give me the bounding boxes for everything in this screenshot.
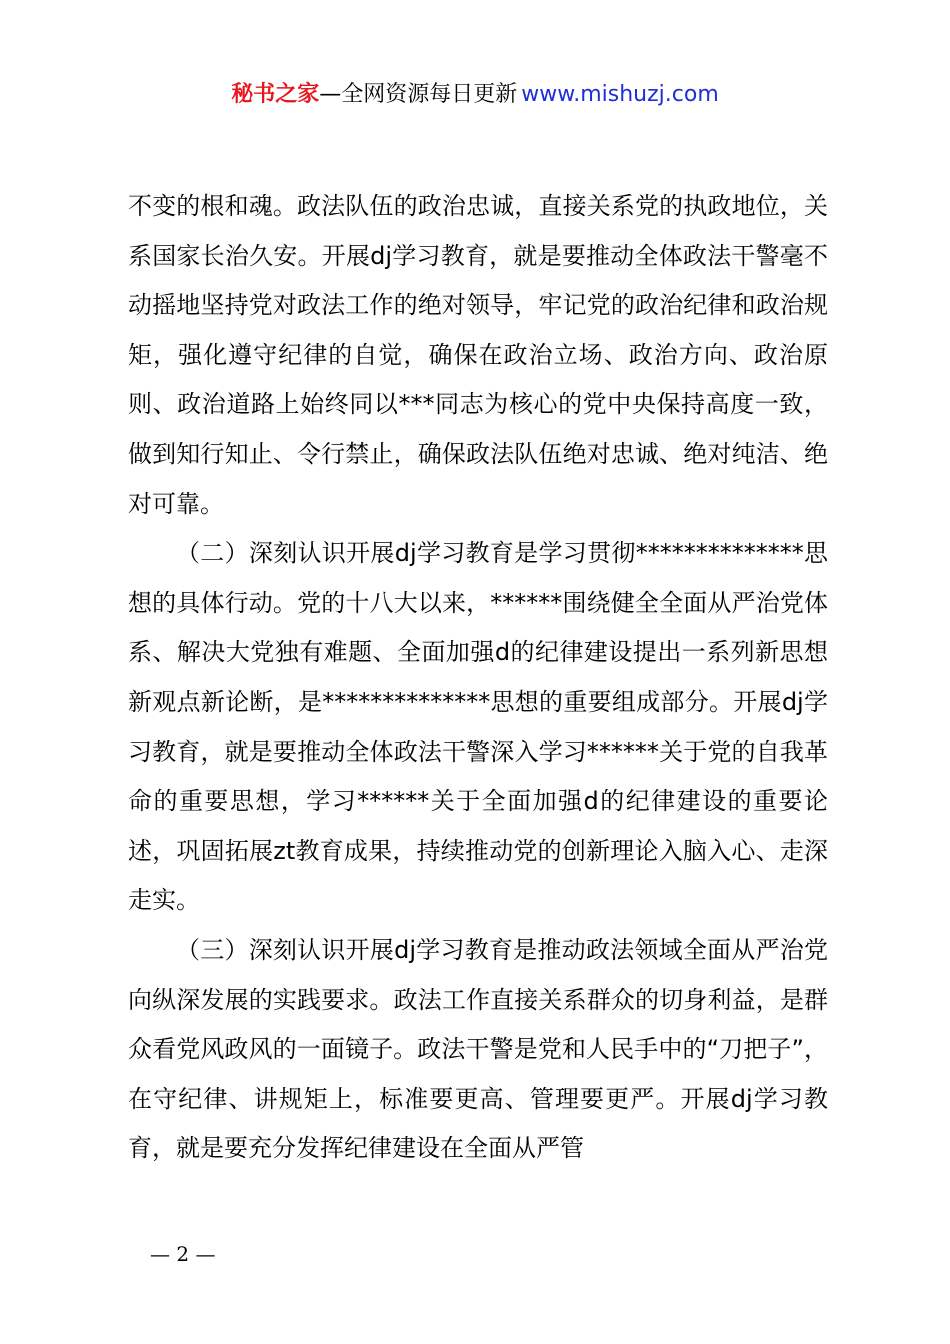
document-body	[128, 182, 828, 1174]
paragraph-continuation: 不变的根和魂。政法队伍的政治忠诚，直接关系党的执政地位，关系国家长治久安。开展dj学习教育，就是要推动全体政法干警毫不动摇地坚持党对政法工作的绝对领导，牢记党的政治纪律和政治规矩，强化遵守纪律的自觉，确保在政治立场、政治方向、政治原则、政治道路上始终同以***同志为核心的党中央保持高度一致，做到知行知止、令行禁止，确保政法队伍绝对忠诚、绝对纯洁、绝对可靠。	[128, 192, 828, 518]
brand-name: 秘书之家	[231, 82, 320, 107]
paragraph-section-three: （三）深刻认识开展dj学习教育是推动政法领域全面从严治党向纵深发展的实践要求。政法工作直接关系群众的切身利益，是群众看党风政风的一面镜子。政法干警是党和人民手中的“刀把子”，在守纪律、讲规矩上，标准要更高、管理要更严。开展dj学习教育，就是要充分发挥纪律建设在全面从严管	[128, 935, 828, 1163]
page-number: — 2 —	[150, 1242, 216, 1266]
site-banner	[0, 80, 950, 110]
site-url[interactable]: www.mishuzj.com	[521, 82, 719, 107]
banner-tagline: —全网资源每日更新	[319, 82, 518, 107]
paragraph-section-two: （二）深刻认识开展dj学习教育是学习贯彻**************思想的具体行动。党的十八大以来，******围绕健全全面从严治党体系、解决大党独有难题、全面加强d的纪律建设提出一系列新思想新观点新论断，是**************思想的重要组成部分。开展dj学习教育，就是要推动全体政法干警深入学习******关于党的自我革命的重要思想，学习******关于全面加强d的纪律建设的重要论述，巩固拓展zt教育成果，持续推动党的创新理论入脑入心、走深走实。	[128, 539, 828, 915]
